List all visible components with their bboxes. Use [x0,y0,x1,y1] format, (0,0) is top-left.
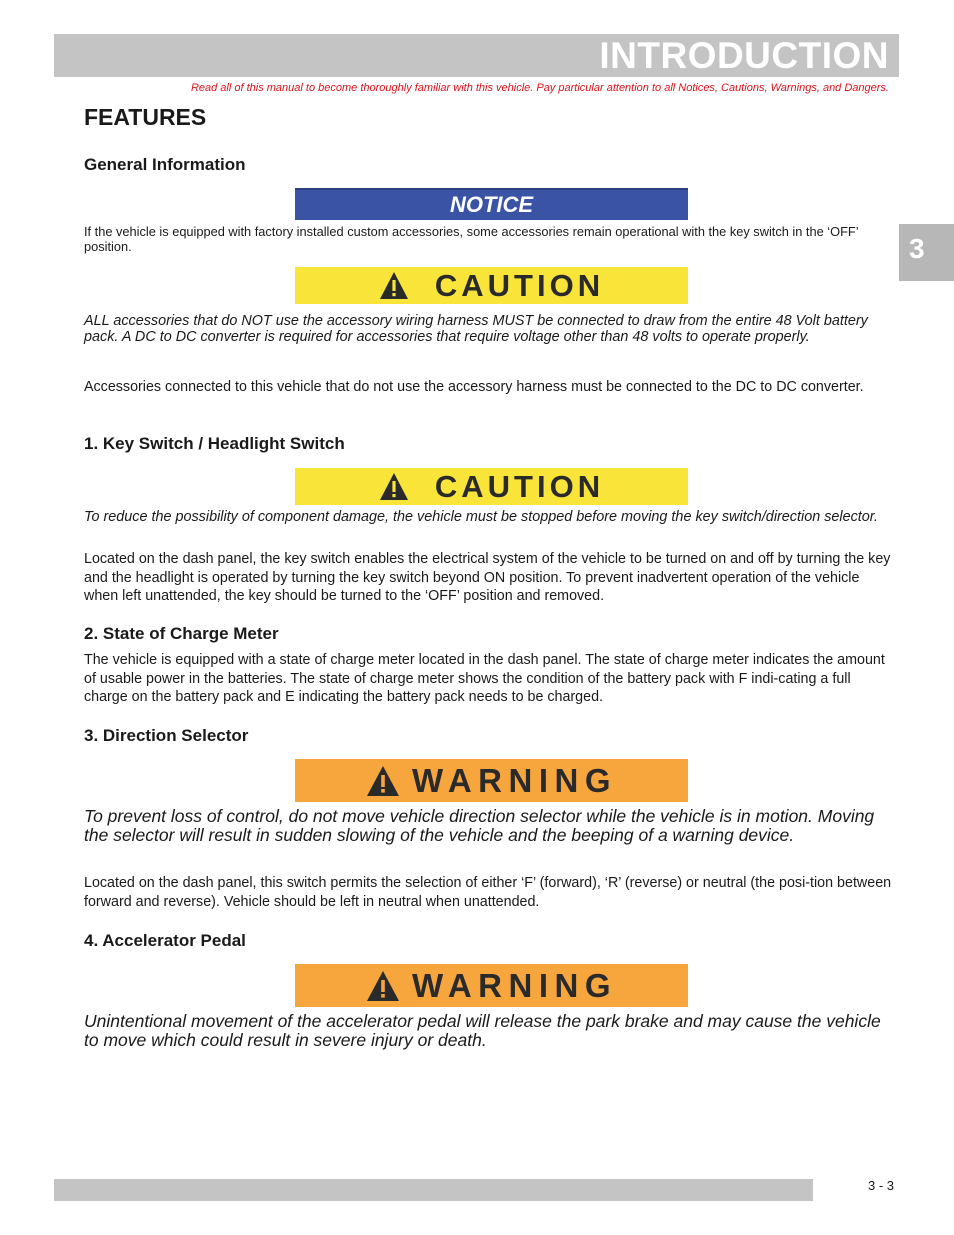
warning-triangle-icon [366,765,400,797]
warning-banner [295,759,688,802]
warning-text: To prevent loss of control, do not move vehicle direction selector while the vehicle is in motion. Moving the selector will result in sudden slowing of the vehicle and the beeping of a warning device. [84,806,875,846]
header-bar [54,34,899,77]
warning-banner [295,964,688,1007]
chapter-tab: 3 [899,224,954,281]
key-switch-paragraph: Located on the dash panel, the key switch enables the electrical system of the vehicle to be turned on and off by turning the key and the headlight is operated by turning the key switch beyond ON position. To prevent inadvertent operation of the vehicle when left unattended, the key should be turned to the ‘OFF’ position and removed. [84,551,891,605]
caution-banner [295,267,688,304]
direction-selector-paragraph: Located on the dash panel, this switch permits the selection of either ‘F’ (forward), ‘R’ (reverse) or neutral (the posi-tion between forward and reverse). Vehicle should be left in neutral when unattended. [84,875,892,910]
charge-meter-heading: 2. State of Charge Meter [84,624,279,643]
caution-banner [295,468,688,505]
warning-label: WARNING [412,966,617,1004]
caution-text: ALL accessories that do NOT use the accessory wiring harness MUST be connected to draw from the entire 48 Volt battery pack. A DC to DC converter is required for accessories that require voltage other than 48 volts to operate properly. [84,313,868,345]
warning-triangle-icon [366,970,400,1002]
caution-text: To reduce the possibility of component damage, the vehicle must be stopped before moving the key switch/direction selector. [84,509,879,525]
direction-selector-heading: 3. Direction Selector [84,726,249,745]
warning-triangle-icon [379,472,409,501]
key-switch-heading: 1. Key Switch / Headlight Switch [84,434,345,453]
caution-label: CAUTION [434,468,605,504]
general-information-heading: General Information [84,155,246,174]
warning-text: Unintentional movement of the accelerator pedal will release the park brake and may cause the vehicle to move which could result in severe injury or death. [84,1011,881,1051]
notice-banner [295,188,688,220]
page-number: 3 - 3 [868,1178,895,1193]
warning-label: WARNING [412,761,617,799]
page-title: INTRODUCTION [599,35,889,76]
warning-triangle-icon [379,271,409,300]
charge-meter-paragraph: The vehicle is equipped with a state of charge meter located in the dash panel. The state of charge meter indicates the amount of usable power in the batteries. The state of charge meter shows the condition of the battery pack with F indi-cating a full charge on the battery pack and E indicating the battery pack needs to be charged. [84,652,885,706]
caution-label: CAUTION [434,267,605,303]
notice-label: NOTICE [449,192,534,217]
notice-text: If the vehicle is equipped with factory installed custom accessories, some accessories remain operational with the key switch in the ‘OFF’ position. [84,224,859,254]
footer-bar [54,1179,813,1201]
accessories-paragraph: Accessories connected to this vehicle that do not use the accessory harness must be connected to the DC to DC converter. [84,379,864,395]
intro-note: Read all of this manual to become thoroughly familiar with this vehicle. Pay particular attention to all Notices, Cautions, Warnings, and Dangers. [190,82,889,94]
section-title: FEATURES [84,104,207,130]
accelerator-pedal-heading: 4. Accelerator Pedal [84,931,246,950]
